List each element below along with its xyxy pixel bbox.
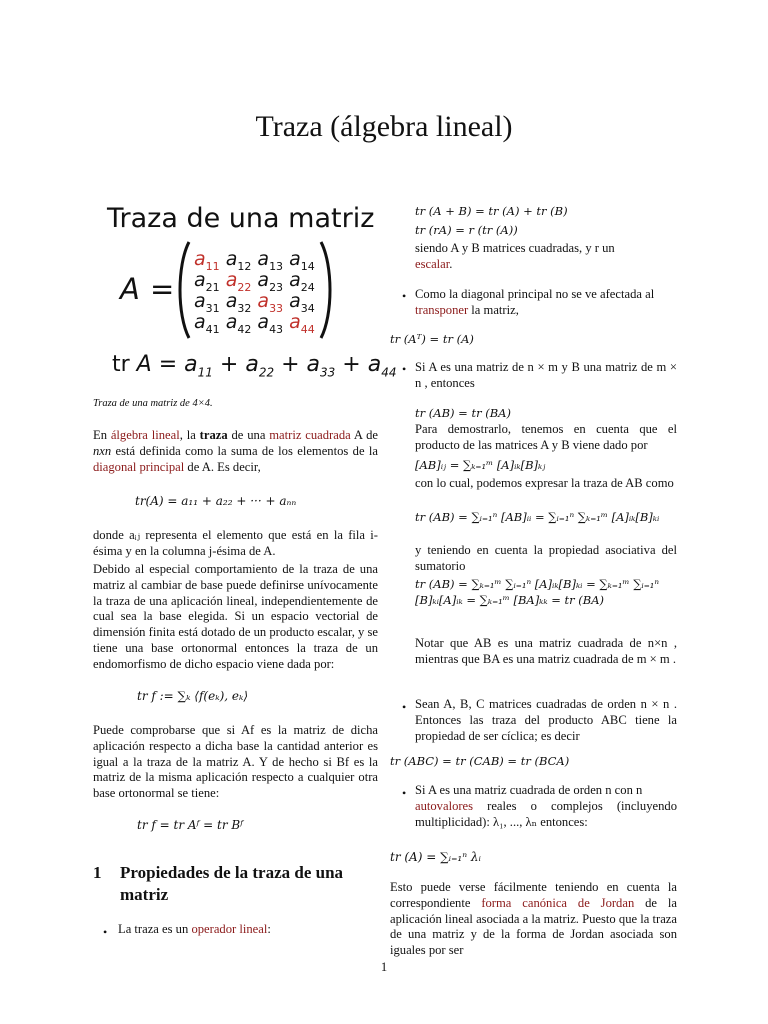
text: siendo A y B matrices cuadradas, y r un <box>415 241 615 255</box>
transpose-equation: tr (Aᵀ) = tr (A) <box>390 332 474 346</box>
text: Como la diagonal principal no se ve afectada al <box>415 287 655 301</box>
text: En <box>93 428 111 442</box>
list-item <box>118 922 378 938</box>
bullet-icon: • <box>402 700 407 714</box>
text: Esto puede verse fácilmente teniendo en cuenta la correspondiente <box>390 880 677 910</box>
commutative-equation: tr (AB) = tr (BA) <box>415 406 511 420</box>
matrix-entry: $a_{12}$ <box>225 248 252 273</box>
link-forma-canonica-jordan[interactable]: forma canónica de Jordan <box>481 895 635 910</box>
index-paragraph: donde aᵢⱼ representa el elemento que está en la fila i-ésima y en la columna j-ésima de A. <box>93 528 378 558</box>
sum-equation: tr (A + B) = tr (A) + tr (B) <box>415 204 568 218</box>
matrix-entry: $a_{32}$ <box>225 290 252 315</box>
text: , la <box>179 428 200 442</box>
matrix-entry: $a_{24}$ <box>289 269 315 294</box>
trace-formula: tr $A = a_{11} + a_{22} + a_{33} + a_{44}$ <box>112 352 397 380</box>
matrix-entry: $a_{23}$ <box>257 269 284 294</box>
text: A de <box>350 428 379 442</box>
trace-definition-equation: tr(A) = a₁₁ + a₂₂ + ··· + aₙₙ <box>135 494 297 508</box>
figure-caption: Traza de una matriz de 4×4. <box>93 398 213 409</box>
proof-paragraph-2: con lo cual, podemos expresar la traza de AB como <box>415 476 674 490</box>
text: está definida como la suma de los elementos de la <box>111 443 378 458</box>
text: la matriz, <box>468 302 519 317</box>
matrix-entry: $a_{21}$ <box>194 269 220 294</box>
bullet-icon: • <box>103 925 108 939</box>
text: de una <box>227 428 270 442</box>
matrix-row <box>194 269 315 294</box>
section-heading <box>93 862 378 906</box>
matrix-entry: $a_{42}$ <box>225 311 252 336</box>
cyclic-equation: tr (ABC) = tr (CAB) = tr (BCA) <box>390 754 570 768</box>
matrix-lhs: A <box>120 272 140 306</box>
text: de A. Es decir, <box>184 459 261 474</box>
text: de la aplicación lineal asociada a la matriz. Puesto que la traza de una matriz y de la forma de Jordan asociada son iguales por ser <box>390 895 677 958</box>
scalar-paragraph <box>415 241 677 273</box>
italic-term: nxn <box>93 443 112 458</box>
matrix-entry: $a_{34}$ <box>289 290 315 315</box>
definition-paragraph <box>93 428 378 475</box>
link-operador-lineal[interactable]: operador lineal <box>191 922 268 936</box>
basis-paragraph: Debido al especial comportamiento de la traza de una matriz al cambiar de base puede definirse unívocamente la traza de una aplicación lineal, independientemente de cual sea la base elegida. Si un espacio vectorial de dimensión finita está dotado de un producto escalar, y se tiene una base ortonormal entonces la traza de un endomorfismo de dicho espacio viene dada por: <box>93 562 378 671</box>
jordan-paragraph <box>390 880 677 959</box>
trace-equality-equation: tr f = tr Aᶠ = tr Bᶠ <box>137 818 244 832</box>
proof-paragraph-1: Para demostrarlo, tenemos en cuenta que el producto de las matrices A y B viene dado por <box>415 422 677 452</box>
trace-sum-equation: tr (AB) = ∑ᵢ₌₁ⁿ [AB]ᵢᵢ = ∑ᵢ₌₁ⁿ ∑ₖ₌₁ᵐ [A]ᵢₖ[B]ₖᵢ <box>415 510 660 524</box>
list-item <box>415 287 677 319</box>
matrix-row <box>194 311 315 336</box>
eigenvalue-equation: tr (A) = ∑ᵢ₌₁ⁿ λᵢ <box>390 850 481 864</box>
link-diagonal-principal[interactable]: diagonal principal <box>93 459 185 474</box>
matrix-4x4 <box>175 240 335 340</box>
matrix-entry: $a_{14}$ <box>289 248 315 273</box>
section-title: Propiedades de la traza de una matriz <box>120 863 344 904</box>
matrix-paragraph: Puede comprobarse que si Af es la matriz de dicha aplicación respecto a dicha base la cantidad anterior es igual a la traza de la matriz A. Y de hecho si Bf es la matriz de la misma aplicación respecto a cualquier otra base ortonormal se tiene: <box>93 723 378 801</box>
matrix-entry: $a_{22}$ <box>225 269 252 294</box>
link-escalar[interactable]: escalar <box>415 256 450 271</box>
matrix-entry: $a_{11}$ <box>194 248 220 273</box>
link-algebra-lineal[interactable]: álgebra lineal <box>110 428 180 442</box>
matrix-row <box>194 290 315 315</box>
text: : <box>267 922 271 936</box>
bold-term: traza <box>199 428 228 442</box>
product-equation: [AB]ᵢⱼ = ∑ₖ₌₁ᵐ [A]ᵢₖ[B]ₖⱼ <box>415 458 546 472</box>
figure-title: Traza de una matriz <box>107 203 375 234</box>
text: Si A es una matriz cuadrada de orden n con n <box>415 783 643 797</box>
matrix-entry: $a_{41}$ <box>194 311 220 336</box>
matrix-entry: $a_{43}$ <box>257 311 284 336</box>
endomorphism-trace-equation: tr f := ∑ₖ ⟨f(eₖ), eₖ⟩ <box>137 689 249 703</box>
bullet-icon: • <box>402 362 407 376</box>
bullet-icon: • <box>402 289 407 303</box>
proof-paragraph-3: y teniendo en cuenta la propiedad asociativa del sumatorio <box>415 543 677 573</box>
list-item: Si A es una matriz de n × m y B una matriz de m × n , entonces <box>415 360 677 390</box>
associative-equation: tr (AB) = ∑ₖ₌₁ᵐ ∑ᵢ₌₁ⁿ [A]ᵢₖ[B]ₖᵢ = ∑ₖ₌₁ᵐ ∑ᵢ₌₁ⁿ [B]ₖᵢ[A]ᵢₖ = ∑ₖ₌₁ᵐ [BA]ₖₖ = tr (BA) <box>415 577 660 607</box>
matrix-entry: $a_{31}$ <box>194 290 220 315</box>
page-title: Traza (álgebra lineal) <box>255 110 513 143</box>
page-number: 1 <box>380 960 388 974</box>
text: La traza es un <box>118 922 192 936</box>
list-item: Sean A, B, C matrices cuadradas de orden n × n . Entonces las traza del producto ABC tiene la propiedad de ser cíclica; es decir <box>415 697 677 743</box>
matrix-row <box>194 248 315 273</box>
list-item <box>415 783 677 830</box>
link-matriz-cuadrada[interactable]: matriz cuadrada <box>269 428 351 442</box>
section-number: 1 <box>93 863 102 882</box>
matrix-entry: $a_{13}$ <box>257 248 284 273</box>
text: . <box>449 256 453 271</box>
link-autovalores[interactable]: autovalores <box>415 798 474 813</box>
matrix-entry: $a_{33}$ <box>257 290 284 315</box>
scalar-equation: tr (rA) = r (tr (A)) <box>415 223 518 237</box>
matrix-equals: = <box>150 272 175 306</box>
proof-paragraph-4: Notar que AB es una matriz cuadrada de n×n , mientras que BA es una matriz cuadrada de m × m . <box>415 636 677 666</box>
text: reales o complejos (incluyendo multiplicidad): λ₁, ..., λₙ entonces: <box>415 798 677 829</box>
link-transponer[interactable]: transponer <box>415 302 469 317</box>
bullet-icon: • <box>402 786 407 800</box>
matrix-entry: $a_{44}$ <box>289 311 315 336</box>
